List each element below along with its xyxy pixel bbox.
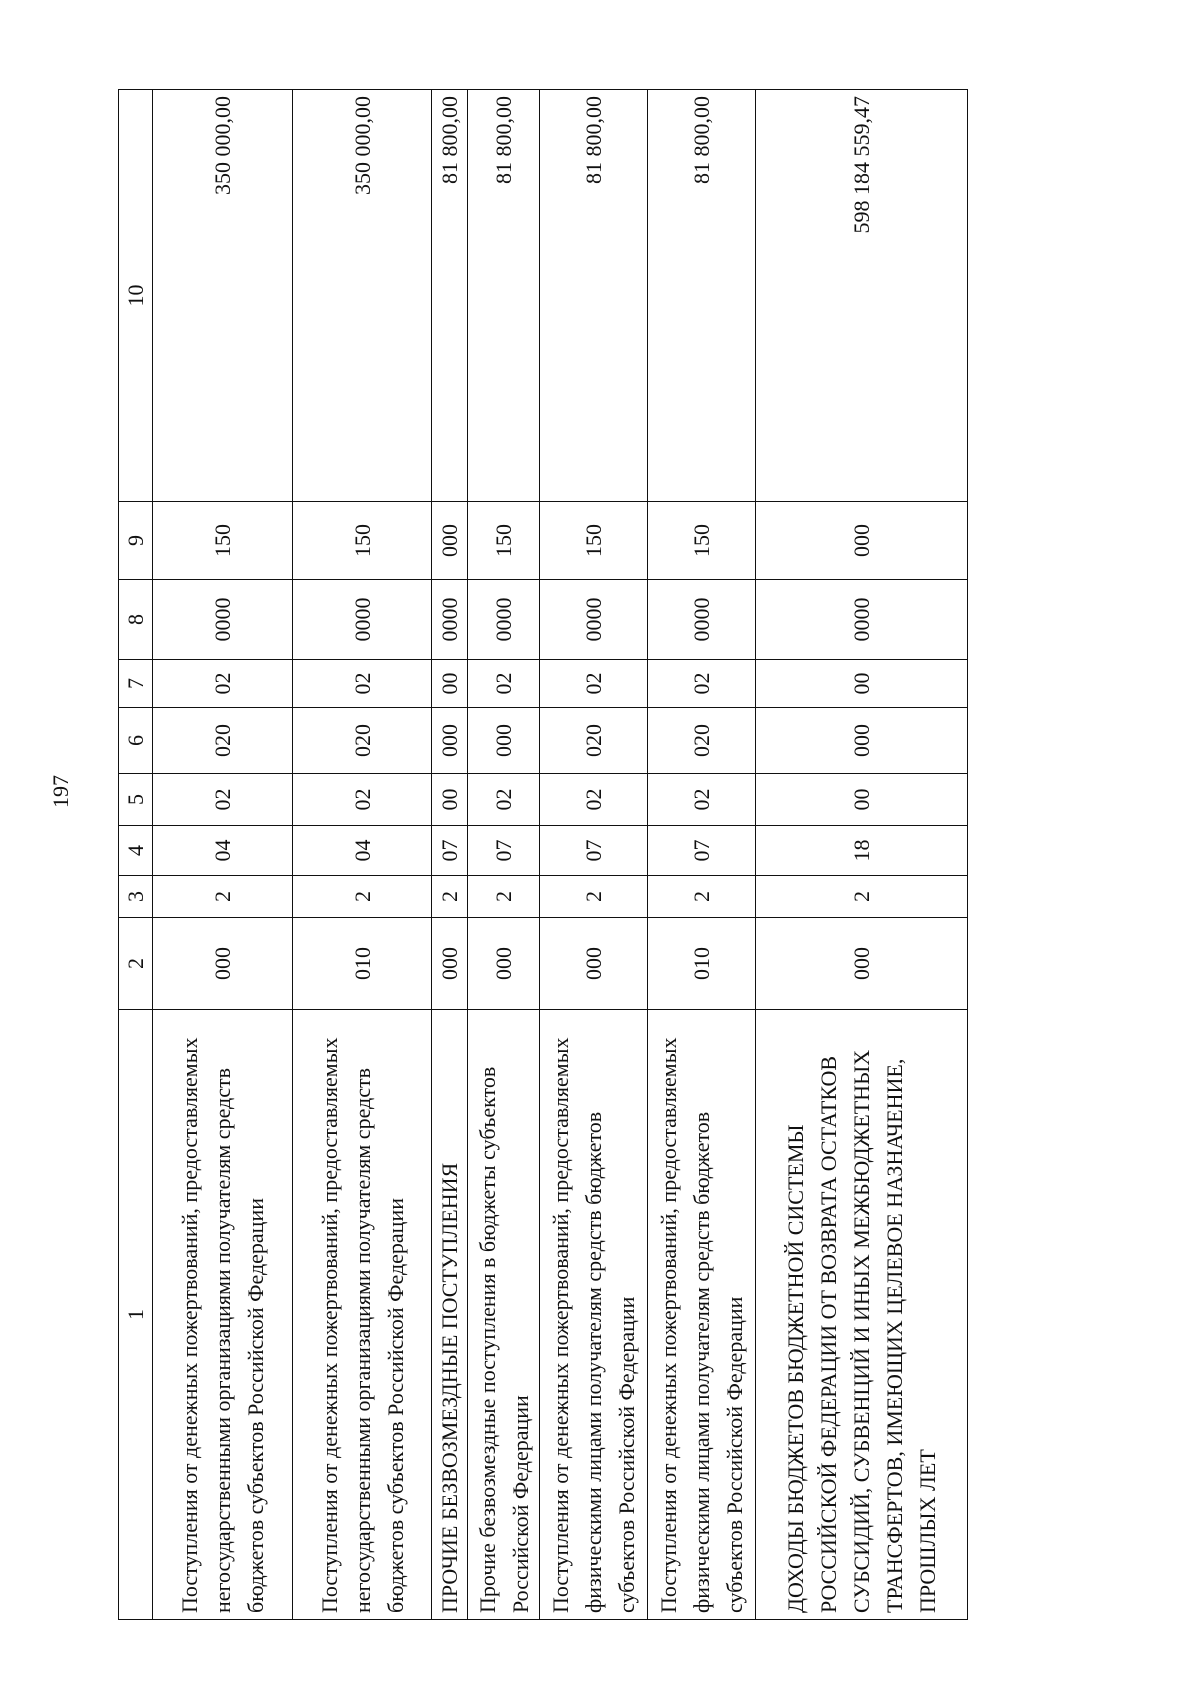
code-cell: 000 (468, 918, 540, 1010)
row-name: ДОХОДЫ БЮДЖЕТОВ БЮДЖЕТНОЙ СИСТЕМЫ РОССИЙСКОЙ ФЕДЕРАЦИИ ОТ ВОЗВРАТА ОСТАТКОВ СУБСИДИЙ, СУБВЕНЦИЙ И ИНЫХ МЕЖБЮДЖЕТНЫХ ТРАНСФЕРТОВ, ИМЕЮЩИХ ЦЕЛЕВОЕ НАЗНАЧЕНИЕ, ПРОШЛЫХ ЛЕТ (756, 1010, 968, 1620)
page-number: 197 (48, 775, 73, 808)
code-cell: 000 (153, 918, 293, 1010)
code-cell: 150 (292, 502, 432, 580)
column-header-2: 2 (119, 918, 153, 1010)
amount-cell: 350 000,00 (292, 90, 432, 502)
column-header-9: 9 (119, 502, 153, 580)
code-cell: 020 (540, 708, 648, 774)
code-cell: 0000 (432, 580, 468, 660)
column-header-4: 4 (119, 826, 153, 876)
code-cell: 07 (648, 826, 756, 876)
column-header-3: 3 (119, 876, 153, 918)
code-cell: 02 (648, 774, 756, 826)
amount-cell: 350 000,00 (153, 90, 293, 502)
code-cell: 00 (432, 660, 468, 708)
code-cell: 000 (756, 918, 968, 1010)
code-cell: 2 (756, 876, 968, 918)
column-header-5: 5 (119, 774, 153, 826)
code-cell: 000 (468, 708, 540, 774)
code-cell: 010 (648, 918, 756, 1010)
row-name: Поступления от денежных пожертвований, предоставляемых негосударственными организациями получателям средств бюджетов субъектов Российской Федерации (153, 1010, 293, 1620)
code-cell: 150 (540, 502, 648, 580)
code-cell: 010 (292, 918, 432, 1010)
code-cell: 04 (153, 826, 293, 876)
row-name: Поступления от денежных пожертвований, предоставляемых физическими лицами получателям средств бюджетов субъектов Российской Федерации (648, 1010, 756, 1620)
code-cell: 07 (468, 826, 540, 876)
table-row (432, 90, 468, 1620)
table-row (756, 90, 968, 1620)
column-header-1: 1 (119, 1010, 153, 1620)
row-name: Поступления от денежных пожертвований, предоставляемых физическими лицами получателям средств бюджетов субъектов Российской Федерации (540, 1010, 648, 1620)
code-cell: 0000 (468, 580, 540, 660)
code-cell: 0000 (153, 580, 293, 660)
code-cell: 02 (292, 660, 432, 708)
table-row (540, 90, 648, 1620)
code-cell: 02 (153, 660, 293, 708)
code-cell: 02 (468, 660, 540, 708)
code-cell: 000 (432, 502, 468, 580)
code-cell: 2 (540, 876, 648, 918)
header-row (119, 90, 153, 1620)
code-cell: 00 (756, 660, 968, 708)
code-cell: 0000 (756, 580, 968, 660)
code-cell: 02 (540, 660, 648, 708)
amount-cell: 81 800,00 (540, 90, 648, 502)
code-cell: 18 (756, 826, 968, 876)
code-cell: 150 (468, 502, 540, 580)
table-row (153, 90, 293, 1620)
code-cell: 02 (292, 774, 432, 826)
code-cell: 2 (153, 876, 293, 918)
rotated-table-container (118, 90, 968, 1620)
code-cell: 0000 (540, 580, 648, 660)
row-name: Прочие безвозмездные поступления в бюджеты субъектов Российской Федерации (468, 1010, 540, 1620)
code-cell: 150 (648, 502, 756, 580)
amount-cell: 81 800,00 (468, 90, 540, 502)
column-header-10: 10 (119, 90, 153, 502)
amount-cell: 81 800,00 (432, 90, 468, 502)
code-cell: 020 (153, 708, 293, 774)
code-cell: 2 (648, 876, 756, 918)
code-cell: 000 (432, 708, 468, 774)
code-cell: 000 (540, 918, 648, 1010)
code-cell: 000 (756, 502, 968, 580)
code-cell: 000 (432, 918, 468, 1010)
code-cell: 150 (153, 502, 293, 580)
code-cell: 020 (648, 708, 756, 774)
code-cell: 0000 (648, 580, 756, 660)
budget-revenue-table (118, 89, 968, 1620)
row-name: ПРОЧИЕ БЕЗВОЗМЕЗДНЫЕ ПОСТУПЛЕНИЯ (432, 1010, 468, 1620)
code-cell: 2 (432, 876, 468, 918)
code-cell: 00 (432, 774, 468, 826)
code-cell: 2 (292, 876, 432, 918)
amount-cell: 598 184 559,47 (756, 90, 968, 502)
table-row (292, 90, 432, 1620)
code-cell: 020 (292, 708, 432, 774)
code-cell: 0000 (292, 580, 432, 660)
code-cell: 07 (432, 826, 468, 876)
code-cell: 2 (468, 876, 540, 918)
code-cell: 04 (292, 826, 432, 876)
row-name: Поступления от денежных пожертвований, предоставляемых негосударственными организациями получателям средств бюджетов субъектов Российской Федерации (292, 1010, 432, 1620)
column-header-7: 7 (119, 660, 153, 708)
table-row (648, 90, 756, 1620)
code-cell: 02 (468, 774, 540, 826)
code-cell: 02 (153, 774, 293, 826)
code-cell: 02 (648, 660, 756, 708)
column-header-6: 6 (119, 708, 153, 774)
table-row (468, 90, 540, 1620)
code-cell: 00 (756, 774, 968, 826)
amount-cell: 81 800,00 (648, 90, 756, 502)
column-header-8: 8 (119, 580, 153, 660)
code-cell: 000 (756, 708, 968, 774)
code-cell: 07 (540, 826, 648, 876)
code-cell: 02 (540, 774, 648, 826)
